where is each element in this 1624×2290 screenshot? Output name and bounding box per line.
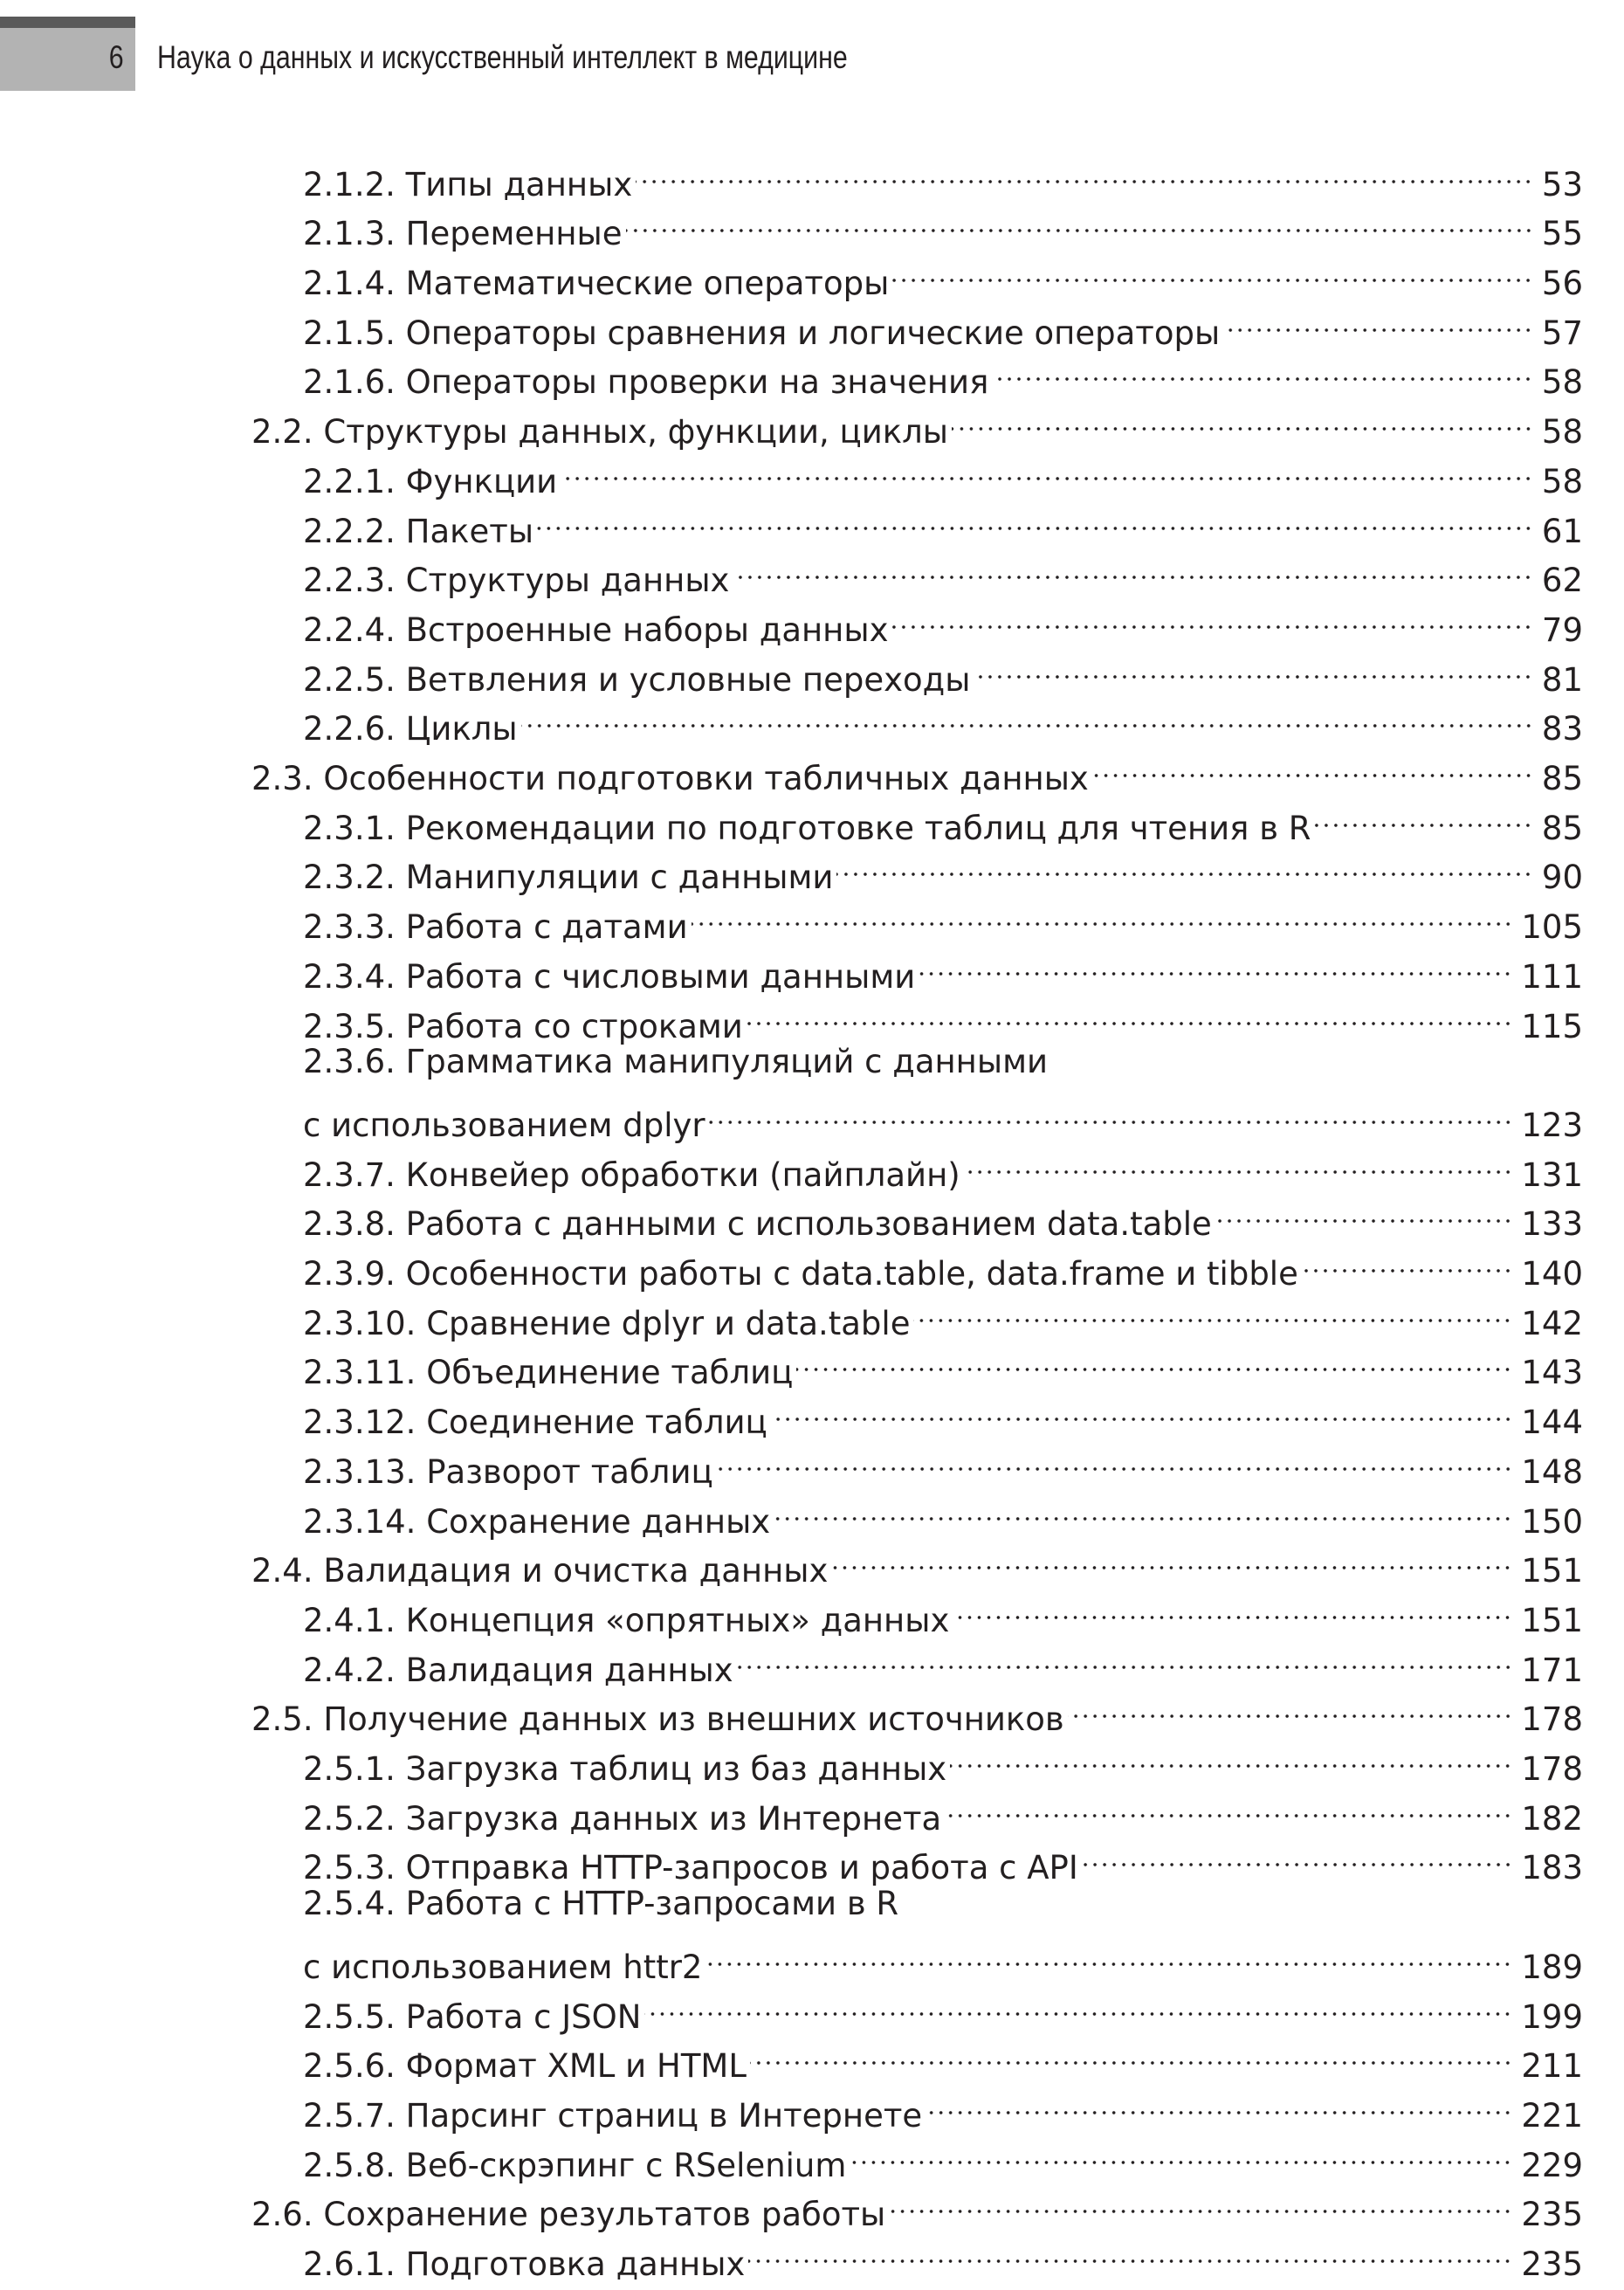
toc-entry-page: 235 bbox=[1521, 2196, 1583, 2234]
dot-leader bbox=[748, 2225, 1512, 2275]
toc-entry[interactable] bbox=[303, 294, 1583, 352]
toc-entry[interactable] bbox=[303, 1631, 1583, 1689]
toc-entry-page: 178 bbox=[1521, 1750, 1583, 1789]
toc-entry[interactable] bbox=[303, 1582, 1583, 1639]
toc-entry-continuation[interactable] bbox=[303, 1086, 1583, 1144]
toc-entry[interactable] bbox=[303, 641, 1583, 699]
toc-entry-page: 211 bbox=[1521, 2047, 1583, 2086]
dot-leader bbox=[850, 2127, 1512, 2176]
dot-leader bbox=[836, 839, 1532, 889]
dot-leader bbox=[945, 1780, 1512, 1830]
toc-entry[interactable] bbox=[303, 1483, 1583, 1541]
toc-entry[interactable] bbox=[303, 1335, 1583, 1392]
toc-entry-page: 171 bbox=[1521, 1651, 1583, 1689]
toc-entry-title: 2.1.3. Переменные bbox=[303, 215, 623, 253]
dot-leader bbox=[919, 938, 1512, 988]
toc-entry-title: 2.4. Валидация и очистка данных bbox=[251, 1552, 829, 1590]
toc-entry[interactable] bbox=[303, 1978, 1583, 2036]
toc-entry-page: 183 bbox=[1521, 1849, 1583, 1887]
toc-entry-page: 151 bbox=[1521, 1601, 1583, 1639]
toc-entry-page: 229 bbox=[1521, 2146, 1583, 2184]
toc-entry-title-continuation: с использованием dplyr bbox=[303, 1106, 705, 1144]
toc-entry-title: 2.5.6. Формат XML и HTML bbox=[303, 2047, 747, 2086]
dot-leader bbox=[796, 1335, 1512, 1384]
toc-entry-title: 2.3. Особенности подготовки табличных данных bbox=[251, 760, 1089, 798]
toc-entry[interactable] bbox=[303, 344, 1583, 402]
dot-leader bbox=[926, 2077, 1512, 2127]
toc-entry-page: 123 bbox=[1521, 1106, 1583, 1144]
toc-entry-title: 2.1.4. Математические операторы bbox=[303, 265, 890, 303]
toc-entry-page: 131 bbox=[1521, 1155, 1583, 1194]
dot-leader bbox=[737, 1631, 1513, 1681]
dot-leader bbox=[891, 591, 1532, 641]
toc-entry[interactable] bbox=[303, 1880, 1583, 1929]
toc-entry-page: 58 bbox=[1541, 413, 1583, 452]
toc-entry-title: 2.1.6. Операторы проверки на значения bbox=[303, 363, 989, 402]
toc-entry-page: 178 bbox=[1521, 1700, 1583, 1739]
dot-leader bbox=[892, 245, 1533, 294]
toc-entry-title: 2.3.12. Соединение таблиц bbox=[303, 1404, 767, 1442]
toc-entry-page: 90 bbox=[1541, 859, 1583, 897]
toc-entry[interactable] bbox=[303, 493, 1583, 550]
toc-entry-page: 85 bbox=[1541, 809, 1583, 847]
dot-leader bbox=[953, 1582, 1512, 1631]
toc-entry-page: 53 bbox=[1541, 165, 1583, 203]
toc-entry-page: 144 bbox=[1521, 1404, 1583, 1442]
tab-band bbox=[0, 17, 135, 28]
toc-entry-page: 58 bbox=[1541, 363, 1583, 402]
toc-entry-title: 2.3.8. Работа с данными с использованием data.table bbox=[303, 1205, 1212, 1244]
toc-entry-page: 235 bbox=[1521, 2245, 1583, 2284]
dot-leader bbox=[636, 146, 1533, 196]
toc-entry[interactable] bbox=[303, 988, 1583, 1045]
toc-entry-title: 2.2. Структуры данных, функции, циклы bbox=[251, 413, 948, 452]
toc-entry[interactable] bbox=[303, 1136, 1583, 1194]
toc-entry-title: 2.5.7. Парсинг страниц в Интернете bbox=[303, 2096, 923, 2135]
toc-entry-title: 2.2.6. Циклы bbox=[303, 710, 518, 748]
dot-leader bbox=[705, 1928, 1512, 1978]
toc-entry-title: 2.3.14. Сохранение данных bbox=[303, 1502, 771, 1541]
page-number: 6 bbox=[109, 39, 124, 75]
toc-entry[interactable] bbox=[251, 1681, 1583, 1739]
toc-entry-title: 2.2.1. Функции bbox=[303, 462, 558, 500]
dot-leader bbox=[717, 1433, 1513, 1483]
dot-leader bbox=[974, 641, 1532, 691]
toc-entry-title: 2.6. Сохранение результатов работы bbox=[251, 2196, 886, 2234]
toc-entry-title: 2.3.1. Рекомендации по подготовке таблиц для чтения в R bbox=[303, 809, 1311, 847]
toc-entry[interactable] bbox=[303, 1285, 1583, 1342]
toc-entry-title: 2.6.1. Подготовка данных bbox=[303, 2245, 746, 2284]
toc-entry-page: 79 bbox=[1541, 610, 1583, 649]
toc-entry[interactable] bbox=[251, 2176, 1583, 2234]
dot-leader bbox=[692, 889, 1513, 939]
dot-leader bbox=[771, 1384, 1513, 1434]
toc-entry-title: 2.1.2. Типы данных bbox=[303, 165, 633, 203]
toc-entry-page: 55 bbox=[1541, 215, 1583, 253]
toc-entry-page: 133 bbox=[1521, 1205, 1583, 1244]
toc-entry-page: 148 bbox=[1521, 1452, 1583, 1491]
toc-entry-title: 2.3.10. Сравнение dplyr и data.table bbox=[303, 1304, 911, 1342]
toc-entry-title: 2.2.2. Пакеты bbox=[303, 512, 534, 550]
dot-leader bbox=[889, 2176, 1512, 2226]
toc-entry-title: 2.1.5. Операторы сравнения и логические операторы bbox=[303, 314, 1221, 352]
toc-entry-page: 142 bbox=[1521, 1304, 1583, 1342]
toc-entry[interactable] bbox=[303, 790, 1583, 847]
dot-leader bbox=[992, 344, 1533, 394]
toc-entry-continuation[interactable] bbox=[303, 1928, 1583, 1986]
toc-entry-page: 151 bbox=[1521, 1552, 1583, 1590]
toc-entry-title: 2.3.4. Работа с числовыми данными bbox=[303, 957, 916, 996]
toc-entry-page: 189 bbox=[1521, 1948, 1583, 1986]
dot-leader bbox=[1215, 1186, 1513, 1236]
toc-entry-title: 2.3.3. Работа с датами bbox=[303, 908, 688, 947]
toc-entry-title: 2.5.3. Отправка HTTP-запросов и работа с API bbox=[303, 1849, 1078, 1887]
toc-entry-page: 182 bbox=[1521, 1799, 1583, 1838]
toc-entry-title: 2.4.1. Концепция «опрятных» данных bbox=[303, 1601, 950, 1639]
toc-entry[interactable] bbox=[303, 2225, 1583, 2284]
dot-leader bbox=[750, 2028, 1512, 2078]
toc-entry-page: 221 bbox=[1521, 2096, 1583, 2135]
toc-entry-title: 2.3.13. Разворот таблиц bbox=[303, 1452, 713, 1491]
toc-entry-page: 150 bbox=[1521, 1502, 1583, 1541]
toc-entry[interactable] bbox=[303, 1186, 1583, 1244]
toc-entry[interactable] bbox=[303, 2127, 1583, 2184]
dot-leader bbox=[774, 1483, 1512, 1533]
running-title: Наука о данных и искусственный интеллект в медицине bbox=[157, 39, 848, 75]
toc-entry[interactable] bbox=[303, 889, 1583, 947]
dot-leader bbox=[1092, 740, 1533, 790]
toc-entry-page: 105 bbox=[1521, 908, 1583, 947]
dot-leader bbox=[747, 988, 1513, 1038]
toc-entry-title: 2.5.4. Работа с HTTP-запросами в R bbox=[303, 1884, 899, 1922]
toc-entry-title: 2.3.7. Конвейер обработки (пайплайн) bbox=[303, 1155, 960, 1194]
toc-entry-page: 199 bbox=[1521, 1997, 1583, 2036]
dot-leader bbox=[964, 1136, 1513, 1186]
toc-entry-title: 2.5.8. Веб-скрэпинг с RSelenium bbox=[303, 2146, 847, 2184]
page-number-tab bbox=[0, 17, 135, 91]
dot-leader bbox=[1314, 790, 1532, 839]
toc-entry-page: 83 bbox=[1541, 710, 1583, 748]
toc-entry[interactable] bbox=[303, 245, 1583, 303]
dot-leader bbox=[1068, 1681, 1513, 1731]
toc-entry-title-continuation: с использованием httr2 bbox=[303, 1948, 703, 1986]
toc-entry[interactable] bbox=[251, 394, 1583, 452]
toc-entry-title: 2.5.2. Загрузка данных из Интернета bbox=[303, 1799, 942, 1838]
toc-entry-page: 111 bbox=[1521, 957, 1583, 996]
toc-entry-page: 140 bbox=[1521, 1255, 1583, 1293]
toc-entry-title: 2.2.5. Ветвления и условные переходы bbox=[303, 660, 971, 699]
toc-entry[interactable] bbox=[303, 938, 1583, 996]
toc-entry-page: 81 bbox=[1541, 660, 1583, 699]
toc-entry[interactable] bbox=[251, 1533, 1583, 1590]
toc-entry-page: 115 bbox=[1521, 1007, 1583, 1045]
dot-leader bbox=[831, 1533, 1512, 1583]
toc-entry-page: 57 bbox=[1541, 314, 1583, 352]
dot-leader bbox=[1302, 1235, 1513, 1285]
toc-entry[interactable] bbox=[303, 1830, 1583, 1887]
toc-entry-page: 143 bbox=[1521, 1354, 1583, 1392]
toc-entry[interactable] bbox=[303, 1235, 1583, 1293]
dot-leader bbox=[521, 691, 1533, 741]
dot-leader bbox=[950, 1730, 1512, 1780]
dot-leader bbox=[537, 493, 1533, 542]
toc-entry[interactable] bbox=[303, 196, 1583, 253]
toc-entry[interactable] bbox=[303, 1384, 1583, 1442]
toc-entry[interactable] bbox=[303, 839, 1583, 897]
dot-leader bbox=[561, 443, 1533, 493]
toc-entry[interactable] bbox=[251, 740, 1583, 798]
toc-entry-page: 61 bbox=[1541, 512, 1583, 550]
toc-entry[interactable] bbox=[303, 443, 1583, 500]
dot-leader bbox=[644, 1978, 1512, 2028]
toc-entry-title: 2.3.6. Грамматика манипуляций с данными bbox=[303, 1042, 1049, 1080]
toc-entry-title: 2.4.2. Валидация данных bbox=[303, 1651, 733, 1689]
toc-entry[interactable] bbox=[303, 1433, 1583, 1491]
toc-entry-page: 58 bbox=[1541, 462, 1583, 500]
dot-leader bbox=[626, 196, 1533, 245]
toc-entry[interactable] bbox=[303, 1780, 1583, 1838]
toc-entry-page: 62 bbox=[1541, 562, 1583, 600]
toc-entry[interactable] bbox=[303, 1730, 1583, 1789]
toc-entry-title: 2.3.2. Манипуляции с данными bbox=[303, 859, 834, 897]
dot-leader bbox=[913, 1285, 1512, 1335]
toc-entry[interactable] bbox=[303, 691, 1583, 748]
toc-entry[interactable] bbox=[303, 2028, 1583, 2086]
dot-leader bbox=[952, 394, 1533, 444]
toc-entry-title: 2.3.11. Объединение таблиц bbox=[303, 1354, 794, 1392]
toc-entry-title: 2.2.3. Структуры данных bbox=[303, 562, 730, 600]
toc-entry-title: 2.2.4. Встроенные наборы данных bbox=[303, 610, 889, 649]
dot-leader bbox=[733, 542, 1532, 592]
toc-entry-title: 2.5.1. Загрузка таблиц из баз данных bbox=[303, 1750, 947, 1789]
dot-leader bbox=[1223, 294, 1533, 344]
toc-entry-title: 2.5. Получение данных из внешних источников bbox=[251, 1700, 1064, 1739]
dot-leader bbox=[1082, 1830, 1513, 1880]
toc-entry[interactable] bbox=[303, 146, 1583, 203]
toc-entry-page: 56 bbox=[1541, 265, 1583, 303]
toc-entry[interactable] bbox=[303, 1038, 1583, 1087]
dot-leader bbox=[709, 1086, 1513, 1136]
toc-entry[interactable] bbox=[303, 542, 1583, 600]
toc-entry[interactable] bbox=[303, 2077, 1583, 2135]
toc-entry-title: 2.3.9. Особенности работы с data.table, data.frame и tibble bbox=[303, 1255, 1298, 1293]
toc-entry-page: 85 bbox=[1541, 760, 1583, 798]
toc-entry[interactable] bbox=[303, 591, 1583, 649]
toc-entry-title: 2.3.5. Работа со строками bbox=[303, 1007, 743, 1045]
toc-entry-title: 2.5.5. Работа с JSON bbox=[303, 1997, 642, 2036]
